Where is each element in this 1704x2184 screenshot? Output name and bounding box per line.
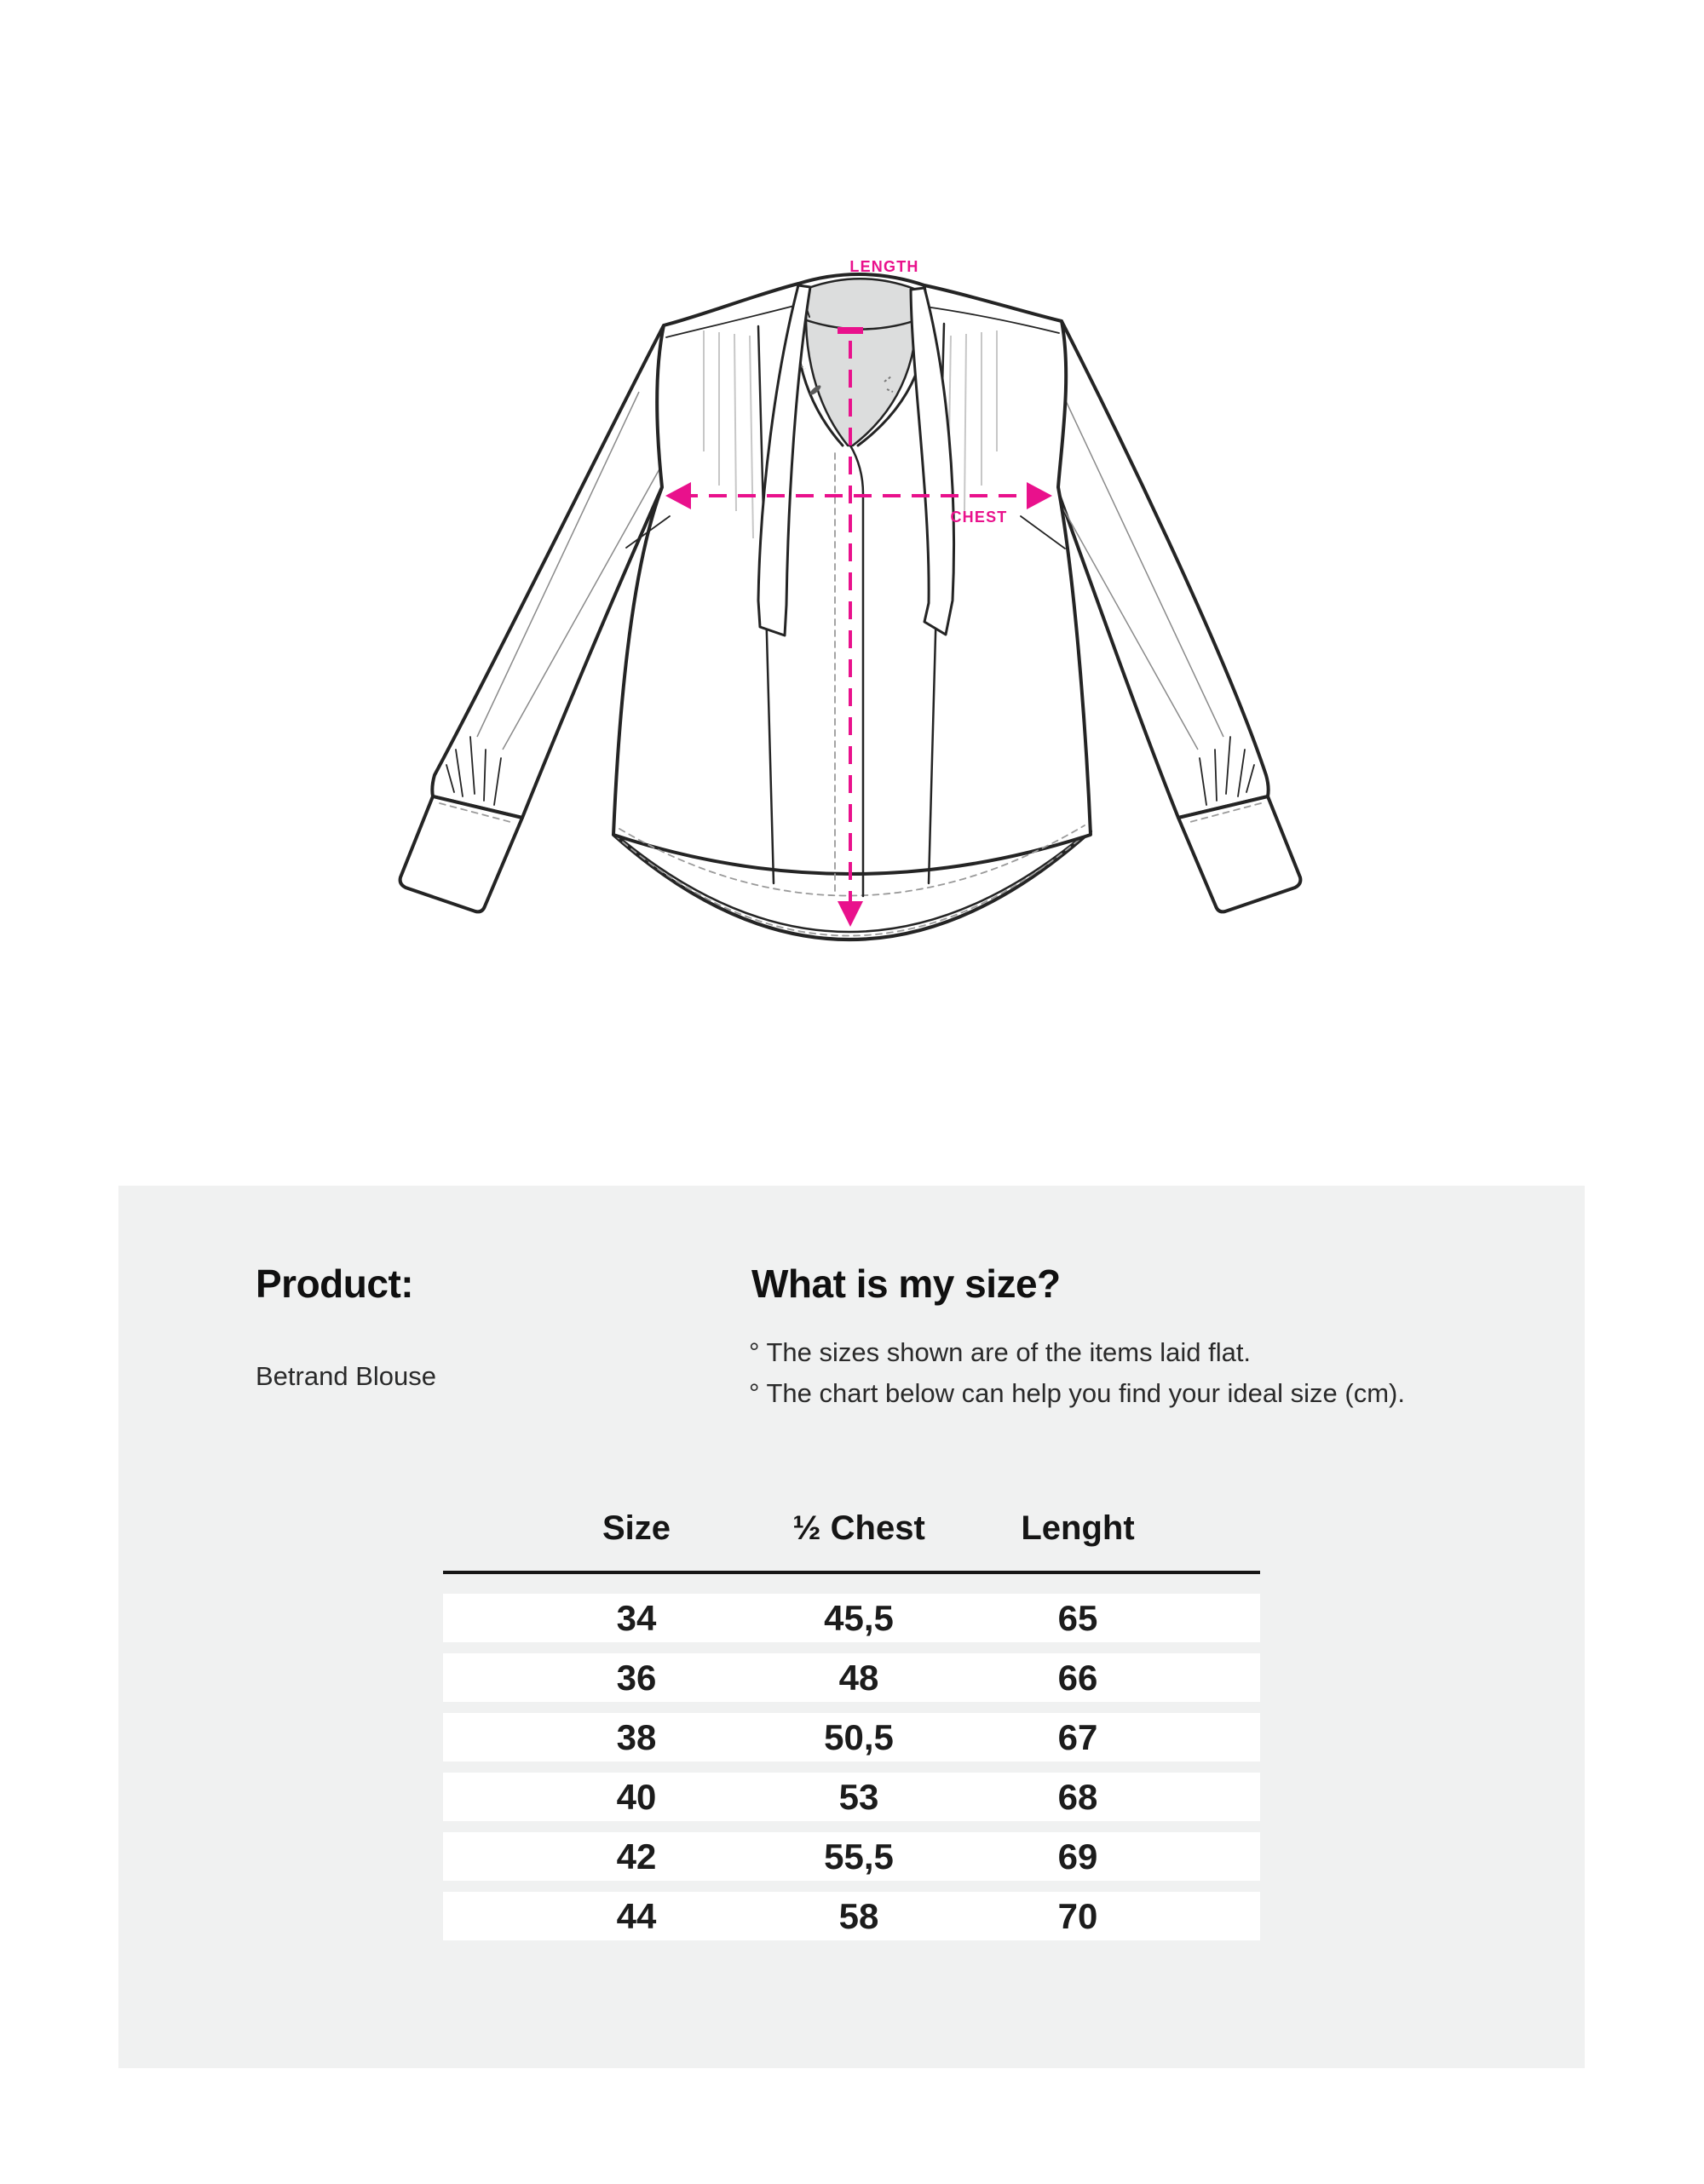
cell-length: 69 bbox=[1057, 1836, 1098, 1877]
size-table-body bbox=[443, 1594, 1260, 1940]
cell-size: 38 bbox=[616, 1716, 657, 1757]
length-measurement-label: LENGTH bbox=[849, 258, 919, 275]
product-name: Betrand Blouse bbox=[256, 1361, 436, 1391]
table-header-rule bbox=[443, 1571, 1260, 1574]
column-header-size: Size bbox=[602, 1509, 671, 1547]
cell-size: 44 bbox=[616, 1895, 657, 1936]
length-top-cap bbox=[838, 327, 863, 334]
cell-half-chest: 48 bbox=[838, 1657, 879, 1698]
sizing-note-flat: ° The sizes shown are of the items laid flat. bbox=[749, 1337, 1252, 1367]
cell-half-chest: 45,5 bbox=[824, 1597, 894, 1638]
product-heading: Product: bbox=[256, 1262, 414, 1306]
cell-half-chest: 50,5 bbox=[824, 1716, 894, 1757]
length-arrow-bottom bbox=[838, 901, 863, 927]
cell-half-chest: 58 bbox=[838, 1895, 879, 1936]
table-row bbox=[443, 1773, 1260, 1821]
cell-size: 40 bbox=[616, 1776, 657, 1817]
table-row bbox=[443, 1713, 1260, 1762]
table-row bbox=[443, 1594, 1260, 1642]
cell-size: 34 bbox=[616, 1597, 657, 1638]
sizing-note-chart: ° The chart below can help you find your ideal size (cm). bbox=[749, 1378, 1405, 1408]
cell-length: 67 bbox=[1057, 1716, 1098, 1757]
cell-length: 66 bbox=[1057, 1657, 1098, 1698]
cell-length: 68 bbox=[1057, 1776, 1098, 1817]
blouse-technical-drawing bbox=[375, 239, 1329, 971]
cell-half-chest: 53 bbox=[838, 1776, 879, 1817]
table-row bbox=[443, 1653, 1260, 1702]
size-table-header bbox=[443, 1509, 1260, 1560]
cell-size: 36 bbox=[616, 1657, 657, 1698]
column-header-half-chest: ½ Chest bbox=[792, 1509, 925, 1547]
info-panel bbox=[118, 1186, 1585, 2068]
sizing-notes bbox=[749, 1332, 1405, 1414]
cell-half-chest: 55,5 bbox=[824, 1836, 894, 1877]
column-header-length: Lenght bbox=[1021, 1509, 1135, 1547]
table-row bbox=[443, 1892, 1260, 1940]
table-row bbox=[443, 1832, 1260, 1881]
cell-size: 42 bbox=[616, 1836, 657, 1877]
cell-length: 70 bbox=[1057, 1895, 1098, 1936]
size-question-heading: What is my size? bbox=[751, 1262, 1061, 1306]
cell-length: 65 bbox=[1057, 1597, 1098, 1638]
chest-measurement-label: CHEST bbox=[950, 509, 1008, 526]
